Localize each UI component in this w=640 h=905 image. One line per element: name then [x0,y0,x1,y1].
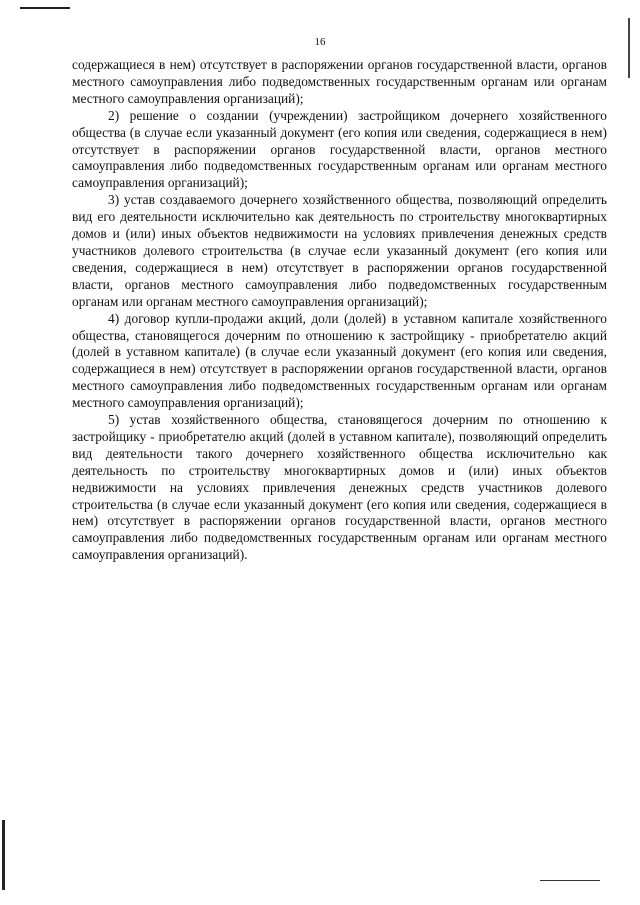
page-number: 16 [314,36,326,48]
scan-artifact-right-edge [628,18,630,78]
paragraph-item-2: 2) решение о создании (учреждении) застройщиком дочернего хозяйственного общества (в случае если указанный документ (его копия или сведения, содержащиеся в нем) отсутствует в распоряжении органов государственной власти, органов местного самоуправления либо подведомственных государственным органам или органам местного самоуправления организаций); [72,107,607,191]
document-body [72,57,607,564]
scan-artifact-left-edge [2,820,5,890]
paragraph-continuation: содержащиеся в нем) отсутствует в распоряжении органов государственной власти, органов местного самоуправления либо подведомственных государственным органам или органам местного самоуправления организаций); [72,57,607,106]
paragraph-item-3: 3) устав создаваемого дочернего хозяйственного общества, позволяющий определить вид его деятельности исключительно как деятельность по строительству многоквартирных домов и (или) иных объектов недвижимости на условиях привлечения денежных средств участников долевого строительства (в случае если указанный документ (его копия или сведения, содержащиеся в нем) отсутствует в распоряжении органов государственной власти, органов местного самоуправления либо подведомственных государственным органам или органам местного самоуправления организаций); [72,192,607,309]
scan-artifact-bottom [540,880,600,881]
paragraph-item-4: 4) договор купли-продажи акций, доли (долей) в уставном капитале хозяйственного общества, становящегося дочерним по отношению к застройщику - приобретателю акций (долей в уставном капитале) (в случае если указанный документ (его копия или сведения, содержащиеся в нем) отсутствует в распоряжении органов государственной власти, органов местного самоуправления либо подведомственных государственным органам или органам местного самоуправления организаций); [72,310,607,411]
paragraph-item-5: 5) устав хозяйственного общества, становящегося дочерним по отношению к застройщику - приобретателю акций (долей в уставном капитале), позволяющий определить вид деятельности такого дочернего хозяйственного общества исключительно как деятельность по строительству многоквартирных домов и (или) иных объектов недвижимости на условиях привлечения денежных средств участников долевого строительства (в случае если указанный документ (его копия или сведения, содержащиеся в нем) отсутствует в распоряжении органов государственной власти, органов местного самоуправления либо подведомственных государственным органам или органам местного самоуправления организаций). [72,412,607,563]
scan-artifact-top [20,7,70,9]
